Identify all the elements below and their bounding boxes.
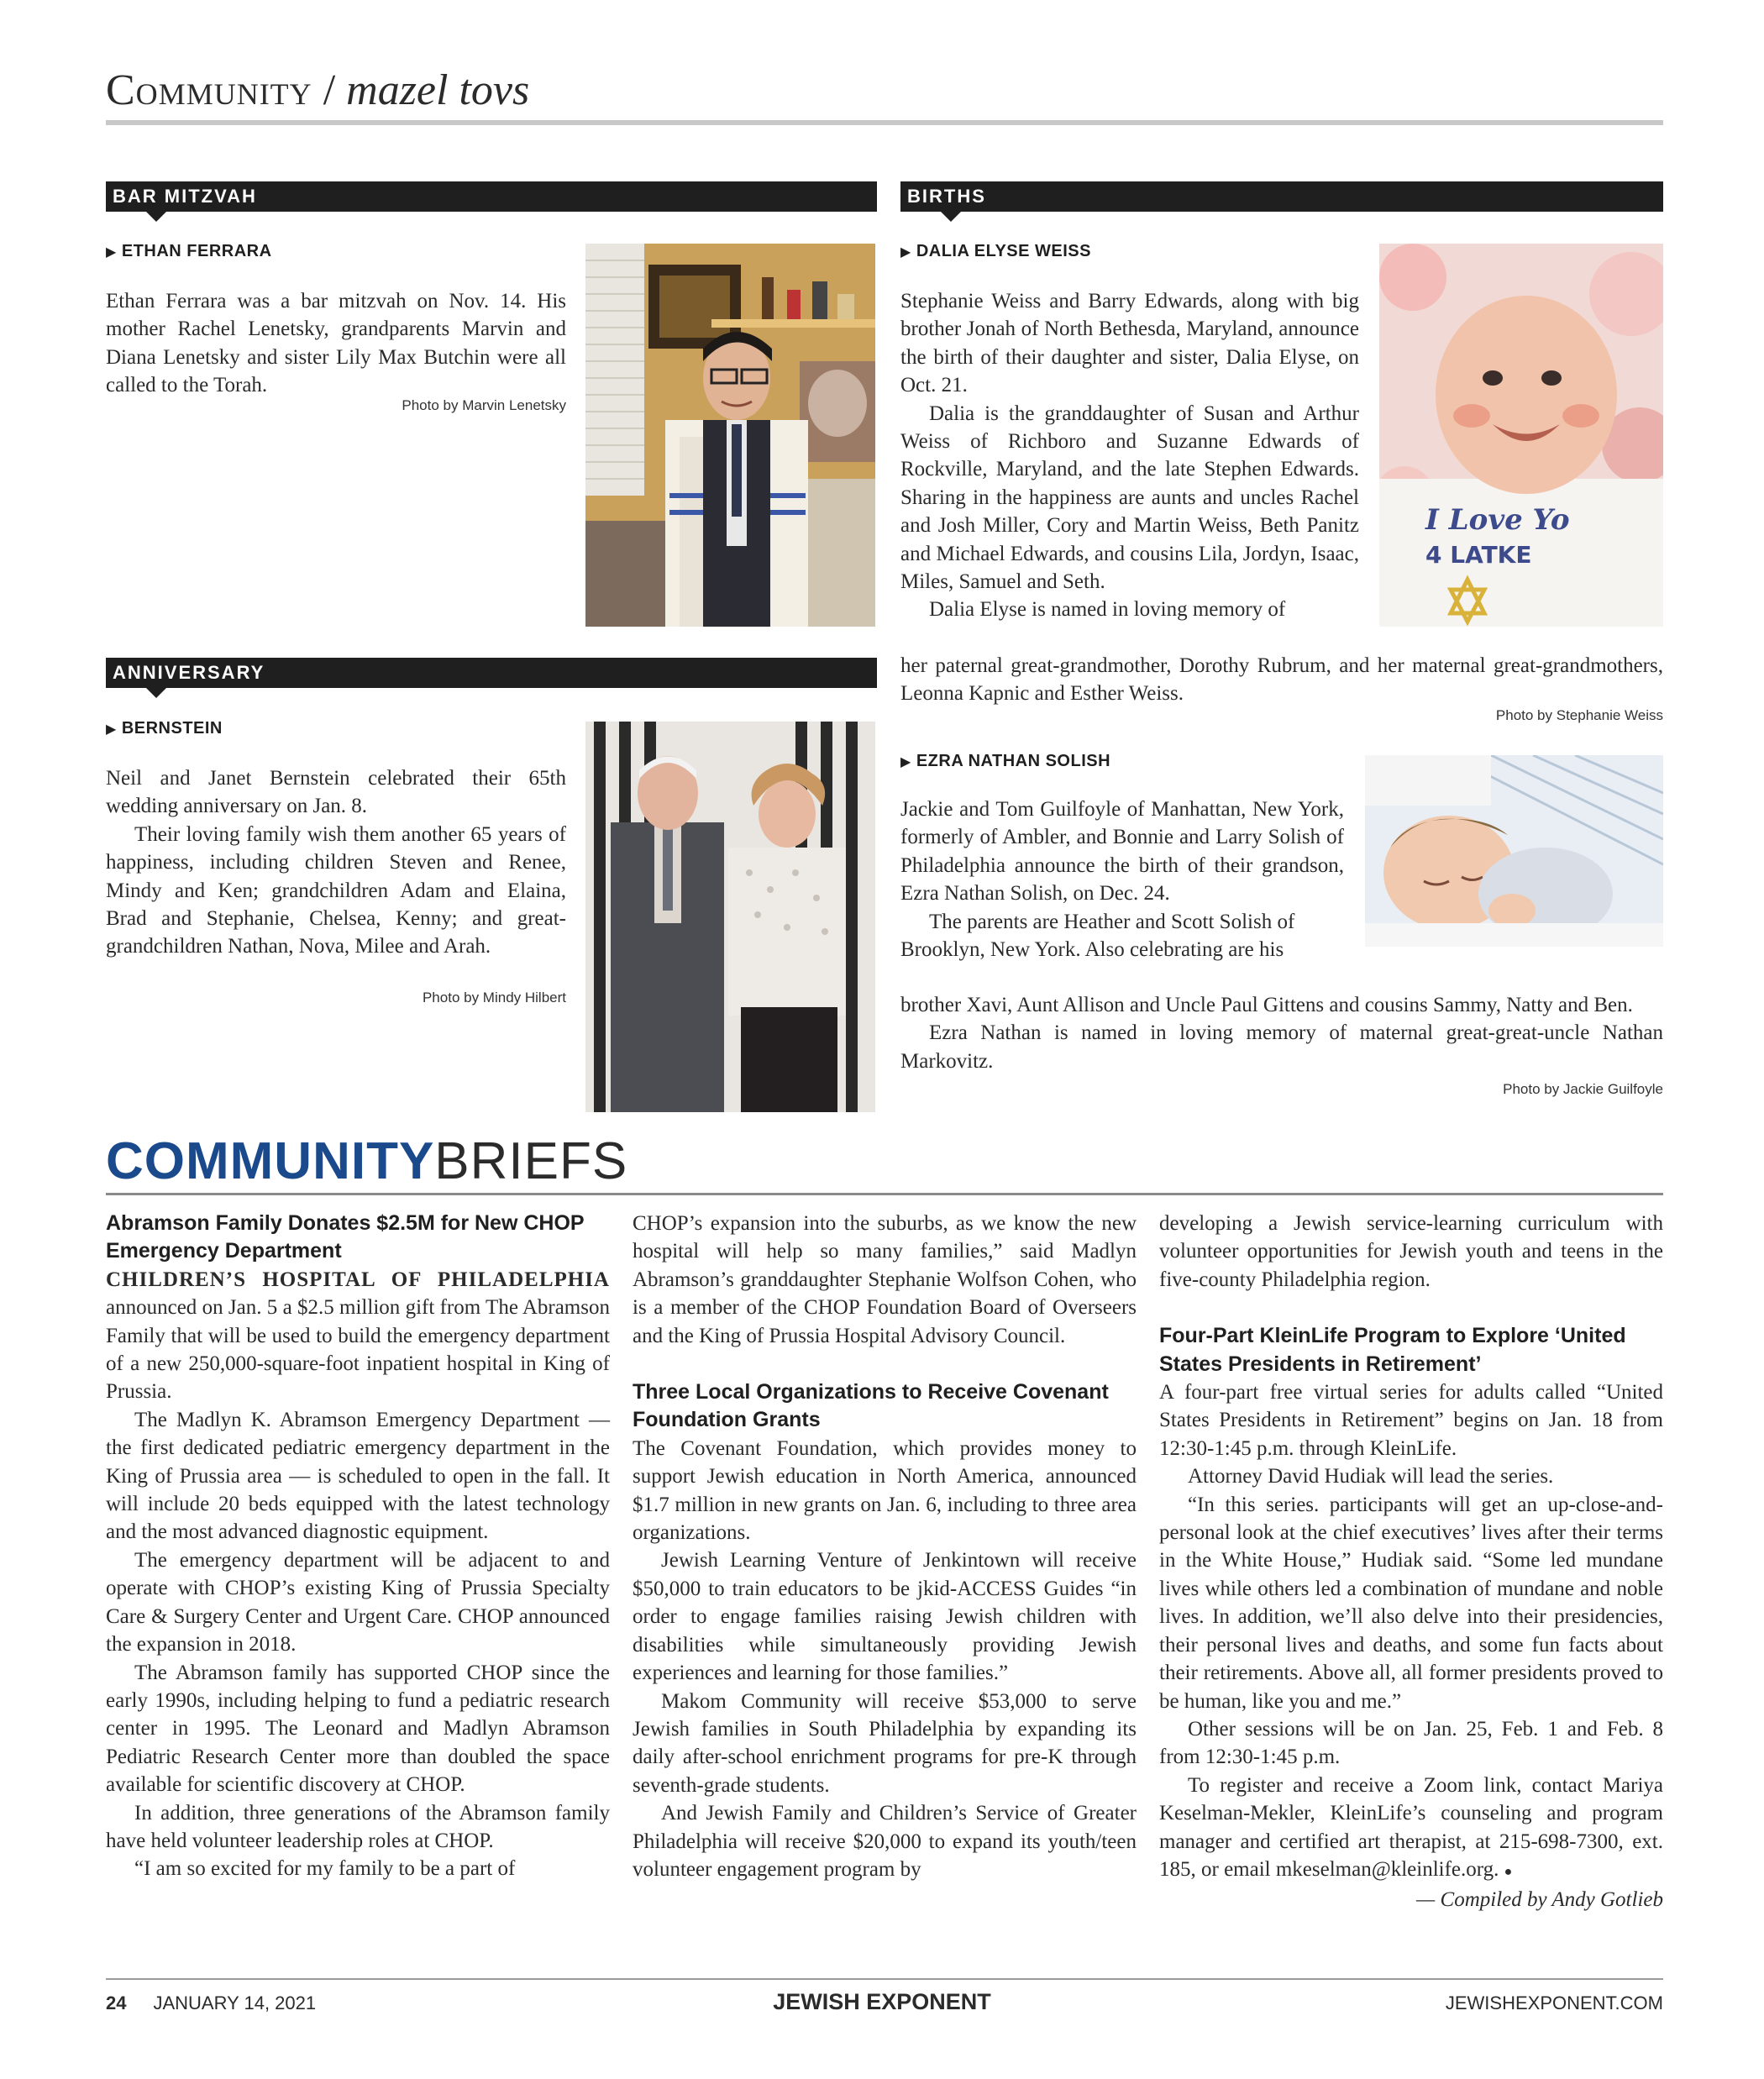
chop-paragraph-6: “I am so excited for my family to be a part of <box>134 1857 516 1881</box>
bernstein-name: BERNSTEIN <box>121 719 223 738</box>
end-mark-icon: ● <box>1504 1864 1513 1879</box>
ezra-paragraph-2a: The parents are Heather and Scott Solish of Brooklyn, New York. Also celebrating are his <box>900 910 1295 962</box>
dalia-shirt-text-1: I Love Yo <box>1425 503 1570 537</box>
births-bar <box>900 181 1663 212</box>
ethan-ferrara-name: ETHAN FERRARA <box>121 242 272 260</box>
briefs-column-3 <box>1159 1210 1663 1914</box>
anniversary-bar <box>106 658 877 688</box>
dalia-paragraph-3a: Dalia Elyse is named in loving memory of <box>929 598 1286 622</box>
anniversary-label: ANNIVERSARY <box>113 662 265 683</box>
dalia-paragraph-2: Dalia is the granddaughter of Susan and Arthur Weiss of Richboro and Suzanne Edwards of Rockville, Maryland, and the late Stephen Edwards. Sharing in the happiness are aunts and uncles Rachel and Josh Miller, Cory and Martin Weiss, Beth Panitz and Michael Edwards, and cousins Lila, Jordyn, Isaac, Miles, Samuel and Seth. <box>900 402 1359 594</box>
briefs-column-1 <box>106 1210 610 1883</box>
dalia-photo-credit: Photo by Stephanie Weiss <box>1495 707 1663 723</box>
chop-paragraph-4: The Abramson family has supported CHOP since the early 1990s, including helping to fund a pediatric research center in 1995. The Leonard and Madlyn Abramson Pediatric Research Center more than doubled the space available for scientific discovery at CHOP. <box>106 1661 610 1797</box>
bernstein-photo <box>585 722 875 1112</box>
kleinlife-headline: Four-Part KleinLife Program to Explore ‘United States Presidents in Retirement’ <box>1159 1324 1626 1376</box>
ezra-name: EZRA NATHAN SOLISH <box>916 752 1111 770</box>
briefs-title-strong: COMMUNITY <box>106 1132 435 1190</box>
ethan-ferrara-photo <box>585 244 875 627</box>
ezra-text <box>900 795 1344 963</box>
ezra-paragraph-1: Jackie and Tom Guilfoyle of Manhattan, New York, formerly of Ambler, and Bonnie and Larry Solish of Philadelphia announce the birth of their grandson, Ezra Nathan Solish, on Dec. 24. <box>900 798 1344 906</box>
covenant-paragraph-3: Makom Community will receive $53,000 to serve Jewish families in South Philadelphia by expanding its daily after-school enrichment programs for pre-K through seventh-grade students. <box>633 1689 1137 1797</box>
ethan-ferrara-paragraph: Ethan Ferrara was a bar mitzvah on Nov. 14. His mother Rachel Lenetsky, grandparents Marvin and Diana Lenetsky and sister Lily Max Butchin were all called to the Torah. <box>106 290 566 397</box>
bernstein-paragraph-2: Their loving family wish them another 65 years of happiness, including children Steven and Renee, Mindy and Ken; grandchildren Adam and Elaina, Brad and Stephanie, Chelsea, Kenny; and great-grandchildren Nathan, Nova, Milee and Arah. <box>106 822 566 958</box>
chop-paragraph-1: announced on Jan. 5 a $2.5 million gift from The Abramson Family that will be used to build the emergency department of a new 250,000-square-foot inpatient hospital in King of Prussia. <box>106 1296 610 1404</box>
dalia-text <box>900 287 1359 624</box>
dalia-name: DALIA ELYSE WEISS <box>916 242 1091 260</box>
briefs-column-2 <box>633 1210 1137 1883</box>
page-number: 24 <box>106 1992 127 2013</box>
bernstein-heading <box>106 719 223 738</box>
ezra-photo-credit: Photo by Jackie Guilfoyle <box>1503 1081 1663 1097</box>
covenant-headline: Three Local Organizations to Receive Covenant Foundation Grants <box>633 1380 1109 1432</box>
births-label: BIRTHS <box>907 186 986 207</box>
kleinlife-paragraph-3: “In this series. participants will get an up-close-and-personal look at the chief executives’ lives after their terms in the White House,” Hudiak said. “Some led mundane lives while others led a combination of mundane and noble lives. In addition, we’ll also delve into their presidencies, their personal lives and deaths, and some fun facts about their retirements. Above all, all former presidents proved to be human, like you and me.” <box>1159 1493 1663 1713</box>
briefs-rule <box>106 1193 1663 1195</box>
ezra-photo <box>1365 755 1663 947</box>
footer-rule <box>106 1978 1663 1980</box>
bar-mitzvah-bar <box>106 181 877 212</box>
section-header <box>106 66 529 115</box>
dalia-photo <box>1379 244 1663 627</box>
dalia-shirt-text-2: 4 LATKE <box>1425 541 1532 569</box>
triangle-bullet-icon: ▶ <box>900 755 911 769</box>
header-rule <box>106 120 1663 125</box>
covenant-paragraph-4: And Jewish Family and Children’s Service of Greater Philadelphia will receive $20,000 to expand its youth/teen volunteer engagement program by <box>633 1802 1137 1881</box>
kleinlife-paragraph-4: Other sessions will be on Jan. 25, Feb. 1 and Feb. 8 from 12:30-1:45 p.m. <box>1159 1717 1663 1769</box>
bar-mitzvah-label: BAR MITZVAH <box>113 186 257 207</box>
ezra-paragraph-3: Ezra Nathan is named in loving memory of maternal great-great-uncle Nathan Markovitz. <box>900 1021 1663 1073</box>
publication-name: JEWISH EXPONENT <box>773 1989 991 2014</box>
bernstein-photo-credit: Photo by Mindy Hilbert <box>422 990 566 1005</box>
header-separator: / <box>312 66 347 114</box>
bernstein-paragraph-1: Neil and Janet Bernstein celebrated their 65th wedding anniversary on Jan. 8. <box>106 767 566 818</box>
chop-paragraph-2: The Madlyn K. Abramson Emergency Department — the first dedicated pediatric emergency department in the King of Prussia area — is scheduled to open in the fall. It will include 20 beds equipped with the latest technology and the most advanced diagnostic equipment. <box>106 1408 610 1544</box>
ezra-heading <box>900 752 1110 771</box>
ethan-ferrara-heading <box>106 242 272 261</box>
covenant-paragraph-5: developing a Jewish service-learning curriculum with volunteer opportunities for Jewish youth and teens in the five-county Philadelphia region. <box>1159 1212 1663 1291</box>
dalia-paragraph-1: Stephanie Weiss and Barry Edwards, along with big brother Jonah of North Bethesda, Maryland, announce the birth of their daughter and sister, Dalia Elyse, on Oct. 21. <box>900 290 1359 397</box>
chop-paragraph-7: CHOP’s expansion into the suburbs, as we know the new hospital will help so many families,” said Madlyn Abramson’s granddaughter Stephanie Wolfson Cohen, who is a member of the CHOP Foundation Board of Overseers and the King of Prussia Hospital Advisory Council. <box>633 1212 1137 1347</box>
dalia-paragraph-3b: her paternal great-grandmother, Dorothy Rubrum, and her maternal great-grandmothers, Leonna Kapnic and Esther Weiss. <box>900 654 1663 706</box>
covenant-paragraph-1: The Covenant Foundation, which provides money to support Jewish education in North America, announced $1.7 million in new grants on Jan. 6, including to three area organizations. <box>633 1436 1137 1545</box>
chop-lead-caps: CHILDREN’S HOSPITAL OF PHILADELPHIA <box>106 1268 610 1291</box>
kleinlife-paragraph-1: A four-part free virtual series for adults called “United States Presidents in Retirement” begins on Jan. 18 from 12:30-1:45 p.m. through KleinLife. <box>1159 1381 1663 1460</box>
kleinlife-paragraph-2: Attorney David Hudiak will lead the series. <box>1188 1465 1554 1488</box>
kleinlife-paragraph-5: To register and receive a Zoom link, contact Mariya Keselman-Mekler, KleinLife’s counseling and program manager and certified art therapist, at 215-698-7300, ext. 185, or email mkeselman@kleinlife.org. <box>1159 1773 1663 1881</box>
dalia-heading <box>900 242 1091 261</box>
dalia-text-wide <box>900 652 1663 708</box>
issue-date: JANUARY 14, 2021 <box>153 1992 317 2013</box>
subsection-name: mazel tovs <box>346 66 530 114</box>
bernstein-text <box>106 764 566 961</box>
briefs-title-light: BRIEFS <box>434 1132 628 1190</box>
briefs-title <box>106 1132 627 1191</box>
triangle-bullet-icon: ▶ <box>106 722 117 737</box>
covenant-paragraph-2: Jewish Learning Venture of Jenkintown will receive $50,000 to train educators to be jkid-ACCESS Guides “in order to engage families raising Jewish children with disabilities while simultaneously providing Jewish experiences and learning for those families.” <box>633 1549 1137 1685</box>
website-link[interactable]: JEWISHEXPONENT.COM <box>1445 1992 1663 2013</box>
ethan-ferrara-text <box>106 287 566 400</box>
section-name: Community <box>106 66 312 114</box>
triangle-bullet-icon: ▶ <box>106 245 117 260</box>
compiled-by-signature: — Compiled by Andy Gotlieb <box>1416 1888 1663 1912</box>
ethan-photo-credit: Photo by Marvin Lenetsky <box>402 397 566 413</box>
chop-paragraph-5: In addition, three generations of the Abramson family have held volunteer leadership roles at CHOP. <box>106 1801 610 1852</box>
ezra-paragraph-2b: brother Xavi, Aunt Allison and Uncle Paul Gittens and cousins Sammy, Natty and Ben. <box>900 994 1633 1016</box>
chop-headline: Abramson Family Donates $2.5M for New CHOP Emergency Department <box>106 1211 585 1263</box>
ezra-text-wide <box>900 991 1663 1075</box>
triangle-bullet-icon: ▶ <box>900 245 911 260</box>
chop-paragraph-3: The emergency department will be adjacent to and operate with CHOP’s existing King of Prussia Specialty Care & Surgery Center and Urgent Care. CHOP announced the expansion in 2018. <box>106 1548 610 1656</box>
